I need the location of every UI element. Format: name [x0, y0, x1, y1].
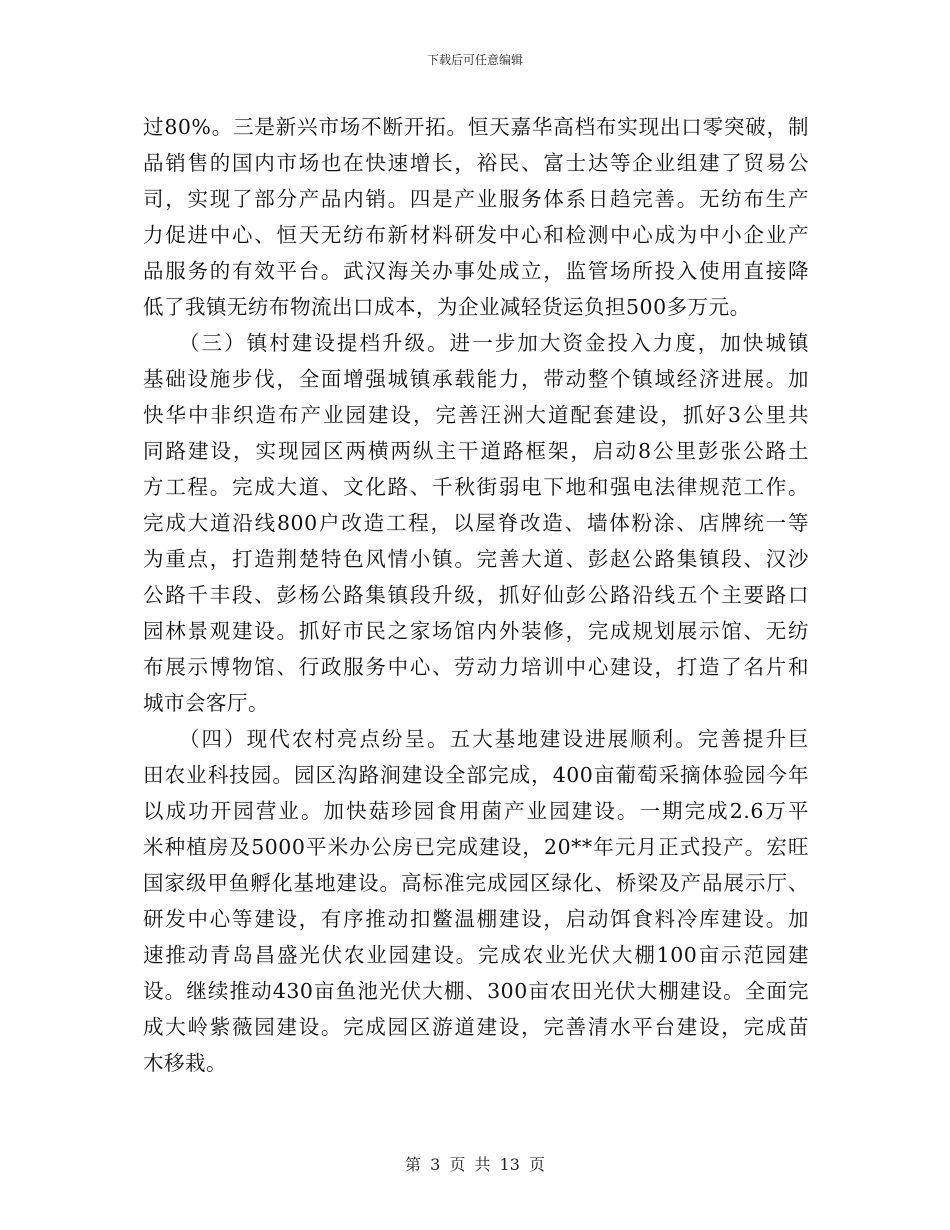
text-line: 米种植房及5000平米办公房已完成建设，20**年元月正式投产。宏旺	[143, 835, 809, 859]
text-line: 司，实现了部分产品内销。四是产业服务体系日趋完善。无纺布生产	[143, 187, 809, 211]
text-line: （四）现代农村亮点纷呈。五大基地建设进展顺利。完善提升巨	[179, 727, 809, 751]
text-line: 国家级甲鱼孵化基地建设。高标准完成园区绿化、桥梁及产品展示厅、	[143, 871, 809, 895]
text-line: 力促进中心、恒天无纺布新材料研发中心和检测中心成为中小企业产	[143, 223, 809, 247]
paragraph	[143, 721, 809, 1081]
text-line: 基础设施步伐，全面增强城镇承载能力，带动整个镇域经济进展。加	[143, 367, 809, 391]
text-line: 方工程。完成大道、文化路、千秋街弱电下地和强电法律规范工作。	[143, 475, 809, 499]
text-line: 研发中心等建设，有序推动扣鳖温棚建设，启动饵食料冷库建设。加	[143, 907, 809, 931]
text-line: 以成功开园营业。加快菇珍园食用菌产业园建设。一期完成2.6万平	[143, 799, 809, 823]
text-line: 品销售的国内市场也在快速增长，裕民、富士达等企业组建了贸易公	[143, 151, 809, 175]
text-line: 快华中非织造布产业园建设，完善汪洲大道配套建设，抓好3公里共	[143, 403, 809, 427]
text-line: 品服务的有效平台。武汉海关办事处成立，监管场所投入使用直接降	[143, 259, 809, 283]
text-line: 成大岭紫薇园建设。完成园区游道建设，完善清水平台建设，完成苗	[143, 1015, 809, 1039]
text-line: 公路千丰段、彭杨公路集镇段升级，抓好仙彭公路沿线五个主要路口	[143, 583, 809, 607]
text-line: 设。继续推动430亩鱼池光伏大棚、300亩农田光伏大棚建设。全面完	[143, 979, 809, 1003]
text-line: 同路建设，实现园区两横两纵主干道路框架，启动8公里彭张公路土	[143, 439, 809, 463]
paragraph	[143, 325, 809, 721]
page-header: 下载后可任意编辑	[426, 53, 523, 67]
page-footer: 第 3 页 共 13 页	[405, 1155, 545, 1174]
text-line: 田农业科技园。园区沟路涧建设全部完成，400亩葡萄采摘体验园今年	[143, 763, 809, 787]
text-line: 低了我镇无纺布物流出口成本，为企业减轻货运负担500多万元。	[143, 295, 751, 319]
text-line: 完成大道沿线800户改造工程，以屋脊改造、墙体粉涂、店牌统一等	[143, 511, 809, 535]
text-line: 过80%。三是新兴市场不断开拓。恒天嘉华高档布实现出口零突破，制	[143, 115, 809, 139]
text-line: 速推动青岛昌盛光伏农业园建设。完成农业光伏大棚100亩示范园建	[143, 943, 809, 967]
text-line: 城市会客厅。	[143, 691, 269, 715]
text-line: 木移栽。	[143, 1051, 227, 1075]
text-line: 园林景观建设。抓好市民之家场馆内外装修，完成规划展示馆、无纺	[143, 619, 809, 643]
document-body	[143, 109, 809, 1081]
text-line: 为重点，打造荆楚特色风情小镇。完善大道、彭赵公路集镇段、汉沙	[143, 547, 809, 571]
text-line: （三）镇村建设提档升级。进一步加大资金投入力度，加快城镇	[179, 331, 809, 355]
paragraph	[143, 109, 809, 325]
text-line: 布展示博物馆、行政服务中心、劳动力培训中心建设，打造了名片和	[143, 655, 809, 679]
